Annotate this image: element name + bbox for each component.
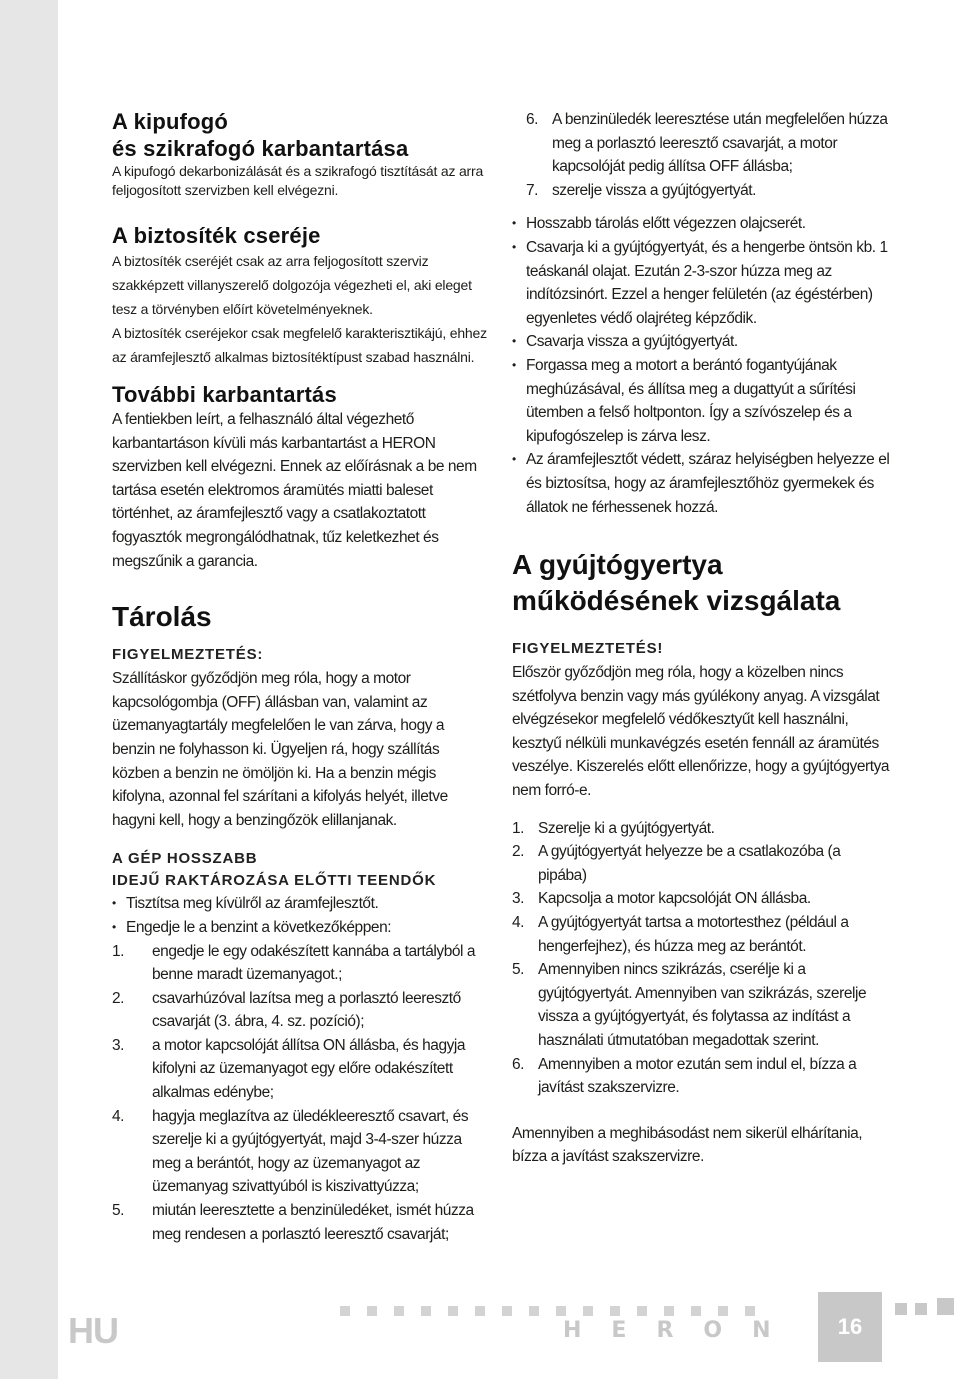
language-code: HU xyxy=(68,1310,118,1351)
step-number: 6. xyxy=(526,111,539,128)
footer-square xyxy=(915,1303,927,1315)
section-title-tarolas: Tárolás xyxy=(112,601,212,633)
step-number: 5. xyxy=(512,961,525,979)
right-column xyxy=(512,108,892,1169)
list-item xyxy=(512,887,892,911)
tovabbi-text: A fentiekben leírt, a felhasználó által végezhető karbantartáson kívüli más karbantartást a HERON szervizben kell elvégezni. Ennek az előírásnak a be nem tartása esetén elektromos áramütés miatti baleset történhet, az áramfejlesztő vagy a csatlakoztatott fogyasztók megrongálódhatnak, tűz keletkezhet és megszűnik a garancia. xyxy=(112,411,477,570)
list-item xyxy=(512,817,892,841)
storage-bullets xyxy=(512,212,892,519)
kipufogo-text: A kipufogó dekarbonizálását és a szikrafogó tisztítását az arra feljogosított szervizben kell elvégezni. xyxy=(112,163,484,198)
step-text: a motor kapcsolóját állítsa ON állásba, és hagyja kifolyni az üzemanyagot egy előre odakészített alkalmas edénybe; xyxy=(152,1036,466,1102)
step-number: 1. xyxy=(112,942,125,960)
footer-dot xyxy=(529,1306,539,1316)
step-number: 2. xyxy=(112,989,125,1007)
section-title-kipufogo-2: és szikrafogó karbantartása xyxy=(112,136,409,161)
footer-dot xyxy=(583,1306,593,1316)
hosszabb-title-2: IDEJŰ RAKTÁROZÁSA ELŐTTI TEENDŐK xyxy=(112,872,437,890)
steps-continued xyxy=(512,108,892,202)
step-text: Kapcsolja a motor kapcsolóját ON állásba. xyxy=(538,890,811,908)
step-number: 1. xyxy=(512,819,525,837)
list-item xyxy=(112,1199,488,1246)
footer-dot xyxy=(610,1306,620,1316)
footer-dot xyxy=(718,1306,728,1316)
step-number: 3. xyxy=(112,1036,125,1054)
footer-dot xyxy=(556,1306,566,1316)
footer-dot xyxy=(394,1306,404,1316)
footer-dot xyxy=(367,1306,377,1316)
list-item: • Forgassa meg a motort a berántó fogantyújának meghúzásával, és állítsa meg a dugattyút a sűrítési ütemben a felső holtponton. Így a szívószelep és a kipufogószelep is zárva lesz. xyxy=(512,354,892,448)
step-text: Amennyiben a motor ezután sem indul el, bízza a javítást szakszervizre. xyxy=(538,1055,857,1097)
footer-dot xyxy=(691,1306,701,1316)
step-text: A gyújtógyertyát tartsa a motortesthez (például a hengerfejhez), és húzza meg az berántót. xyxy=(538,914,849,955)
list-item xyxy=(112,987,488,1034)
footer-dot-strip xyxy=(340,1306,755,1316)
section-title-kipufogo-1: A kipufogó xyxy=(112,109,229,134)
list-item: • Engedje le a benzint a következőképpen: xyxy=(112,916,488,940)
list-item xyxy=(526,108,892,179)
list-item: • Csavarja vissza a gyújtógyertyát. xyxy=(512,330,892,354)
page-number: 16 xyxy=(818,1292,882,1362)
list-item: • Csavarja ki a gyújtógyertyát, és a hengerbe öntsön kb. 1 teáskanál olajat. Ezután 2-3-szor húzza meg az indítózsinórt. Ezzel a henger felületén (az égéstérben) egyenletes védő olajréteg képződik. xyxy=(512,236,892,330)
step-text: hagyja meglazítva az üledékleeresztő csavart, és szerelje ki a gyújtógyertyát, majd 3-4-szer húzza meg a berántót, hogy az üzemanyagot az üzemanyag szivattyúból is kiszivattyúzza; xyxy=(152,1107,469,1196)
list-item xyxy=(512,840,892,887)
footer-dot xyxy=(745,1306,755,1316)
step-text: Szerelje ki a gyújtógyertyát. xyxy=(538,819,715,837)
footer-dot xyxy=(421,1306,431,1316)
left-column xyxy=(112,108,488,1246)
left-margin-bar xyxy=(0,0,58,1379)
step-number: 6. xyxy=(512,1055,525,1073)
step-text: A benzinüledék leeresztése után megfelelően húzza meg a porlasztó leeresztő csavarját, a motor kapcsolóját pedig állítsa OFF állásba; xyxy=(552,111,888,176)
list-item xyxy=(112,940,488,987)
hosszabb-steps xyxy=(112,940,488,1247)
gyujto-warning: FIGYELMEZTETÉS! xyxy=(512,640,664,658)
footer-dot xyxy=(664,1306,674,1316)
gyujto-steps xyxy=(512,817,892,1100)
step-text: miután leeresztette a benzinüledéket, ismét húzza meg rendesen a porlasztó leeresztő csavarját; xyxy=(152,1202,474,1243)
brand-logo: HERON xyxy=(563,1318,801,1343)
step-number: 4. xyxy=(112,1107,125,1125)
step-text: engedje le egy odakészített kannába a tartályból a benne maradt üzemanyagot.; xyxy=(152,942,476,984)
step-number: 2. xyxy=(512,843,525,861)
biztositek-text-2: A biztosíték cseréjekor csak megfelelő karakterisztikájú, ehhez az áramfejlesztő alkalmas biztosítéktípust szabad használni. xyxy=(112,325,487,365)
tarolas-text: Szállításkor győződjön meg róla, hogy a motor kapcsológombja (OFF) állásban van, valamint az üzemanyagtartály megfelelően le van zárva, hogy a benzin ne folyhasson ki. Ügyeljen rá, hogy szállítás közben a benzin ne ömöljön ki. Ha a benzin mégis kifolyna, azonnal fel szárítani a kifolyás helyét, illetve hagyni kell, hogy a benzingőzök elillanjanak. xyxy=(112,670,448,829)
section-title-gyujto-2: működésének vizsgálata xyxy=(512,585,841,617)
section-title-gyujto-1: A gyújtógyertya xyxy=(512,549,723,581)
step-number: 3. xyxy=(512,890,525,908)
footer-square xyxy=(895,1303,907,1315)
hosszabb-title-1: A GÉP HOSSZABB xyxy=(112,850,258,868)
section-title-biztositek: A biztosíték cseréje xyxy=(112,223,321,248)
list-item xyxy=(526,179,892,203)
footer-dot xyxy=(502,1306,512,1316)
footer-dot xyxy=(340,1306,350,1316)
list-item xyxy=(112,1034,488,1105)
list-item xyxy=(512,958,892,1052)
step-text: csavarhúzóval lazítsa meg a porlasztó leeresztő csavarját (3. ábra, 4. sz. pozíció); xyxy=(152,989,461,1031)
list-item: • Az áramfejlesztőt védett, száraz helyiségben helyezze el és biztosítsa, hogy az áramfejlesztőhöz gyermekek és állatok ne férhessenek hozzá. xyxy=(512,448,892,519)
step-number: 7. xyxy=(526,181,539,199)
footer-square xyxy=(937,1298,954,1315)
tarolas-warning: FIGYELMEZTETÉS: xyxy=(112,646,264,664)
step-number: 4. xyxy=(512,914,525,932)
list-item: • Tisztítsa meg kívülről az áramfejlesztőt. xyxy=(112,892,488,916)
list-item xyxy=(512,911,892,958)
step-text: szerelje vissza a gyújtógyertyát. xyxy=(552,181,756,199)
gyujto-closing: Amennyiben a meghibásodást nem sikerül elhárítania, bízza a javítást szakszervizre. xyxy=(512,1124,863,1166)
step-text: A gyújtógyertyát helyezze be a csatlakozóba (a pipába) xyxy=(538,843,841,884)
biztositek-text-1: A biztosíték cseréjét csak az arra feljogosított szerviz szakképzett villanyszerelő dolgozója végezheti el, aki eleget tesz a törvényben előírt követelményeknek. xyxy=(112,253,472,317)
gyujto-text: Először győződjön meg róla, hogy a közelben nincs szétfolyva benzin vagy más gyúlékony anyag. A vizsgálat elvégzésekor megfelelő védőkesztyűt kell használni, kesztyű nélküli munkavégzés esetén fennáll az áramütés veszélye. Kiszerelés előtt ellenőrizze, hogy a gyújtógyertya nem forró-e. xyxy=(512,664,890,800)
step-text: Amennyiben nincs szikrázás, cserélje ki a gyújtógyertyát. Amennyiben van szikrázás, szerelje vissza a gyújtógyertyát, és folytassa az indítást a használati útmutatóban megadottak szerint. xyxy=(538,961,867,1049)
step-number: 5. xyxy=(112,1202,125,1220)
section-title-tovabbi: További karbantartás xyxy=(112,382,337,407)
footer-dot xyxy=(448,1306,458,1316)
list-item xyxy=(112,1105,488,1199)
list-item: • Hosszabb tárolás előtt végezzen olajcserét. xyxy=(512,212,892,236)
hosszabb-bullets xyxy=(112,892,488,939)
footer-dot xyxy=(475,1306,485,1316)
footer-dot xyxy=(637,1306,647,1316)
list-item xyxy=(512,1053,892,1100)
